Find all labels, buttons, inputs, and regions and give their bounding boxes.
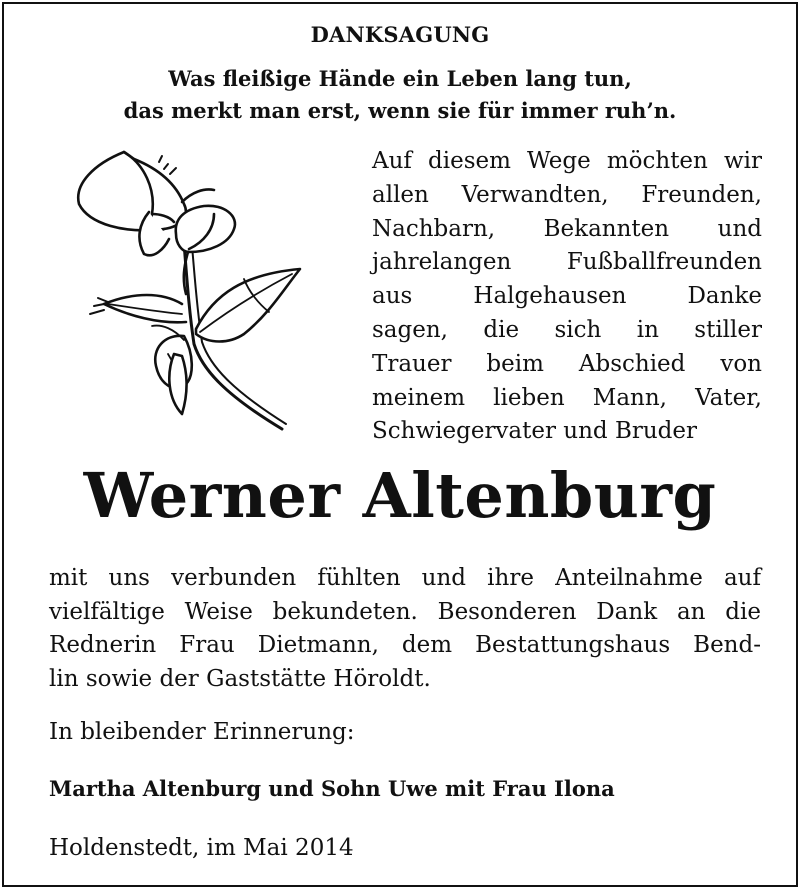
quote-line: das merkt man erst, wenn sie für immer ruh’n. xyxy=(123,98,677,123)
intro-line: Trauer beim Abschied von xyxy=(372,350,762,377)
notice-heading: DANKSAGUNG xyxy=(310,22,490,47)
place-date: Holdenstedt, im Mai 2014 xyxy=(49,835,354,861)
calla-lily-illustration xyxy=(64,144,314,444)
memorial-quote xyxy=(4,63,796,127)
quote-line: Was fleißige Hände ein Leben lang tun, xyxy=(168,66,632,91)
body-line: lin sowie der Gaststätte Höroldt. xyxy=(49,665,431,692)
intro-line: meinem lieben Mann, Vater, xyxy=(372,384,762,411)
body-line: vielfältige Weise bekundeten. Besonderen Dank an die xyxy=(49,598,761,625)
deceased-name: Werner Altenburg xyxy=(83,459,717,532)
closing-phrase: In bleibender Erinnerung: xyxy=(49,719,355,745)
intro-line: aus Halgehausen Danke xyxy=(372,283,762,310)
intro-line: Auf diesem Wege möchten wir xyxy=(372,148,762,174)
intro-line: sagen, die sich in stiller xyxy=(372,316,762,343)
intro-paragraph xyxy=(372,145,762,449)
intro-line: allen Verwandten, Freunden, xyxy=(372,181,762,208)
intro-line: Schwiegervater und Bruder xyxy=(372,418,697,445)
signers: Martha Altenburg und Sohn Uwe mit Frau Ilona xyxy=(49,776,615,801)
intro-line: Nachbarn, Bekannten und xyxy=(372,215,762,242)
thanks-paragraph xyxy=(49,562,761,696)
intro-line: jahrelangen Fußballfreunden xyxy=(372,249,762,276)
obituary-notice xyxy=(2,2,798,887)
body-line: mit uns verbunden fühlten und ihre Anteilnahme auf xyxy=(49,565,761,591)
body-line: Rednerin Frau Dietmann, dem Bestattungshaus Bend- xyxy=(49,632,761,658)
